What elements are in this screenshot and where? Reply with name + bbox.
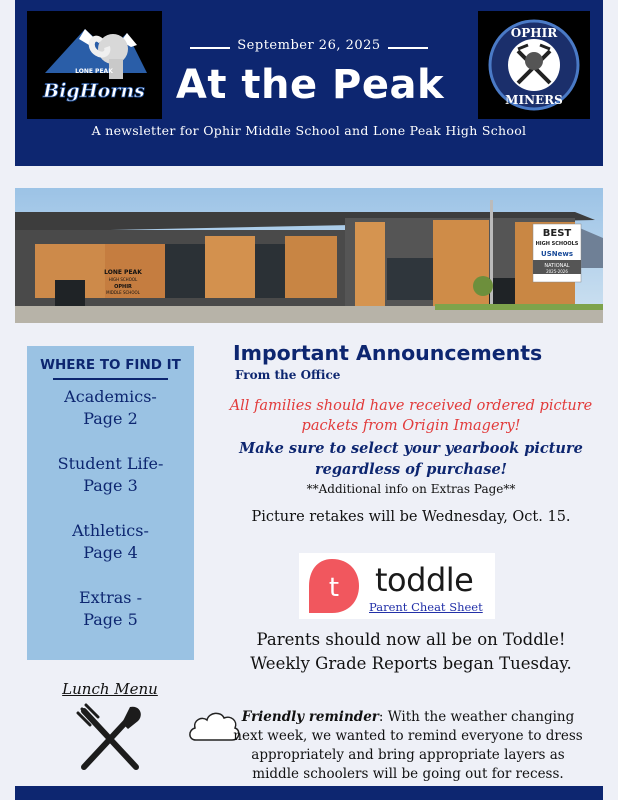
where-item-athletics[interactable]: Athletics- Page 4	[72, 521, 149, 562]
announcements-heading: Important Announcements	[233, 341, 543, 365]
sign-line-2: HIGH SCHOOL	[108, 277, 138, 282]
friendly-reminder	[227, 708, 589, 784]
retake-notice: Picture retakes will be Wednesday, Oct. 15.	[251, 509, 571, 525]
footer-bar	[15, 786, 603, 800]
yearbook-notice: Make sure to select your yearbook picture regardless of purchase!	[239, 440, 583, 478]
where-item-extras[interactable]: Extras - Page 5	[78, 588, 143, 629]
toddle-logo-icon	[301, 555, 363, 617]
where-item-academics[interactable]: Academics- Page 2	[64, 387, 157, 428]
where-item-student-life[interactable]: Student Life- Page 3	[57, 454, 164, 495]
sign-line-3: OPHIR	[114, 284, 132, 290]
where-title: WHERE TO FIND IT	[40, 357, 181, 373]
where-to-find-it-box	[27, 346, 194, 660]
extras-note: **Additional info on Extras Page**	[306, 482, 516, 496]
newsletter-title: At the Peak	[175, 62, 445, 108]
reminder-label: Friendly reminder	[241, 709, 379, 725]
toddle-logo-letter: t	[328, 573, 340, 603]
fork-knife-icon[interactable]	[74, 703, 146, 779]
badge-years: 2025-2026	[546, 269, 568, 274]
newsletter-subtitle: A newsletter for Ophir Middle School and Lone Peak High School	[91, 123, 527, 138]
toddle-banner[interactable]	[299, 553, 495, 619]
logo-top-text: LONE PEAK	[75, 68, 113, 75]
lunch-menu-link[interactable]: Lunch Menu	[62, 680, 158, 698]
where-divider	[53, 378, 168, 380]
reminder-text: : With the weather changing next week, we wanted to remind everyone to dress appropriately and bring appropriate layers as middle schoolers will be going out for recess.	[233, 709, 583, 782]
bighorns-logo	[27, 11, 162, 119]
us-news-badge	[533, 224, 581, 282]
toddle-wordmark: toddle	[375, 561, 474, 599]
issue-date: September 26, 2025	[190, 38, 428, 53]
toddle-parents-notice: Parents should now all be on Toddle! Weekly Grade Reports began Tuesday.	[250, 630, 572, 673]
logo-text: BigHorns	[43, 80, 145, 102]
badge-best: BEST	[542, 228, 572, 239]
parent-cheat-sheet-link[interactable]: Parent Cheat Sheet	[369, 600, 483, 614]
logo-bottom-text: MINERS	[505, 93, 563, 107]
badge-usnews: USNews	[541, 250, 573, 258]
logo-top-text: OPHIR	[510, 26, 558, 40]
miners-logo	[478, 11, 590, 119]
sign-line-1: LONE PEAK	[104, 269, 142, 276]
announcements-from: From the Office	[235, 368, 341, 382]
badge-national: NATIONAL	[544, 263, 570, 269]
badge-high-schools: HIGH SCHOOLS	[535, 241, 579, 247]
school-building-photo	[15, 188, 603, 323]
sign-line-4: MIDDLE SCHOOL	[106, 290, 140, 295]
picture-packets-notice: All families should have received ordered picture packets from Origin Imagery!	[229, 398, 593, 434]
